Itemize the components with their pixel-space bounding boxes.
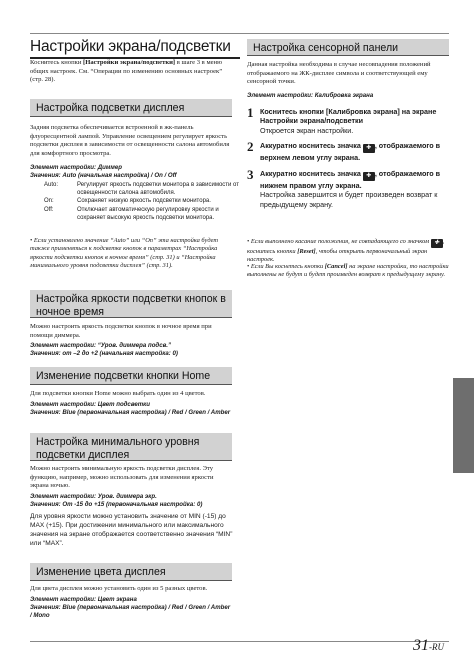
top-rule — [30, 33, 449, 34]
page-title: Настройки экрана/подсветки — [30, 38, 240, 59]
display-color-setting-label: Элемент настройки: Цвет экрана — [30, 596, 137, 603]
backlight-option-on: On: Сохраняет низкую яркость подсветки монитора. — [44, 198, 211, 204]
crosshair-target-icon: ✚ — [363, 172, 375, 181]
heading-button-night: Настройка яркости подсветки кнопок в ночное время — [30, 290, 232, 318]
button-night-setting-label: Элемент настройки: “Уров. диммера подсв.” — [30, 342, 171, 349]
step-2: 2 Аккуратно коснитесь значка ✚ , отображаемого в верхнем левом углу экрана. — [247, 139, 441, 162]
touch-setting-label: Элемент настройки: Калибровка экрана — [247, 92, 374, 99]
touch-note-1: • Если выполнено касание положения, не совпадающего со значком ✚ , коснитесь кнопки [Reset], чтобы открыть первоначальный экран настроек. — [247, 238, 445, 264]
page-number: 31-RU — [413, 637, 444, 654]
heading-backlight: Настройка подсветки дисплея — [30, 99, 232, 117]
chapter-side-tab — [453, 378, 474, 473]
footer-rule — [30, 641, 449, 642]
step-number: 1 — [247, 105, 254, 120]
step-number: 2 — [247, 139, 254, 154]
crosshair-target-icon: ✚ — [431, 239, 443, 248]
display-color-values-label: Значения: Blue (первоначальная настройка) / Red / Green / Amber / Mono — [30, 604, 231, 619]
heading-min-level: Настройка минимального уровня подсветки дисплея — [30, 433, 232, 461]
bullet-icon: • — [247, 263, 250, 270]
intro-paragraph: Коснитесь кнопки [Настройки экрана/подсветки] в шаге 3 в меню общих настроек. См. “Операции по изменению основных настроек” (стр. 28). — [30, 59, 223, 84]
min-level-values-label: Значения: От -15 до +15 (первоначальная настройка: 0) — [30, 501, 203, 508]
step-1: 1 Коснитесь кнопки [Калибровка экрана] на экране Настройки экрана/подсветки Откроется экран настройки. — [247, 105, 437, 135]
backlight-setting-label: Элемент настройки: Диммер — [30, 164, 122, 171]
backlight-note: • Если установлено значение “Auto” или “On” эта настройка будет также применяться к подсветке кнопок в параметрах “Настройка яркости подсветки кнопок в ночное время” (стр. 31) и “Настройка минимального уровня подсветки дисплея” (стр. 31). — [30, 237, 219, 270]
step-3: 3 Аккуратно коснитесь значка ✚ , отображаемого в нижнем правом углу экрана. Настройка завершится и будет произведен возврат к предыдущему экрану. — [247, 167, 441, 209]
backlight-option-auto: Auto: Регулирует яркость подсветки монитора в зависимости от освещенности салона автомобиля. — [44, 182, 239, 196]
min-level-paragraph: Можно настроить минимальную яркость подсветки дисплея. Эту функцию, например, можно использовать для изменения яркости экрана ночью. — [30, 465, 214, 490]
bullet-icon: • — [247, 238, 250, 245]
button-color-setting-label: Элемент настройки: Цвет подсветки — [30, 401, 150, 408]
button-color-paragraph: Для подсветки кнопки Home можно выбрать один из 4 цветов. — [30, 390, 206, 397]
heading-touch-panel: Настройка сенсорной панели — [247, 39, 449, 56]
heading-button-color: Изменение подсветки кнопки Home — [30, 367, 232, 385]
heading-display-color: Изменение цвета дисплея — [30, 563, 232, 581]
button-night-paragraph: Можно настроить яркость подсветки кнопок в ночное время при помощи диммера. — [30, 323, 212, 339]
button-night-values-label: Значения: от –2 до +2 (начальная настройка: 0) — [30, 350, 178, 357]
button-color-values-label: Значения: Blue (первоначальная настройка) / Red / Green / Amber — [30, 409, 231, 416]
step-number: 3 — [247, 167, 254, 182]
touch-paragraph: Данная настройка необходима в случае несовпадения положений отображаемого на ЖК-дисплее символа и соответствующей ему сенсорной точки. — [247, 61, 431, 86]
display-color-paragraph: Для цвета дисплея можно установить один из 5 разных цветов. — [30, 585, 208, 592]
backlight-option-off: Off: Отключает автоматическую регулировку яркости и сохраняет высокую яркость подсветки монитора. — [44, 207, 219, 221]
backlight-paragraph: Задняя подсветка обеспечивается встроенной в жк-панель флуоресцентной лампой. Управление освещением регулирует яркость подсветки дисплея в зависимости от освещенности салона автомобиля для комфортного просмотра. — [30, 124, 230, 157]
backlight-values-label: Значения: Auto (начальная настройка) / On / Off — [30, 172, 177, 179]
touch-note-2: • Если Вы коснетесь кнопки [Cancel] на экране настройки, то настройки выполнены не будут и будет произведен возврат к предыдущему экрану. — [247, 263, 449, 279]
crosshair-target-icon: ✚ — [363, 144, 375, 153]
min-level-setting-label: Элемент настройки: Уров. диммера экр. — [30, 493, 157, 500]
min-level-paragraph-2: Для уровня яркости можно установить значение от MIN (-15) до MAX (+15). При достижении минимального или максимального значения на экране отображается соответственно значения “MIN” или “MAX”. — [30, 513, 233, 547]
bullet-icon: • — [30, 237, 33, 244]
